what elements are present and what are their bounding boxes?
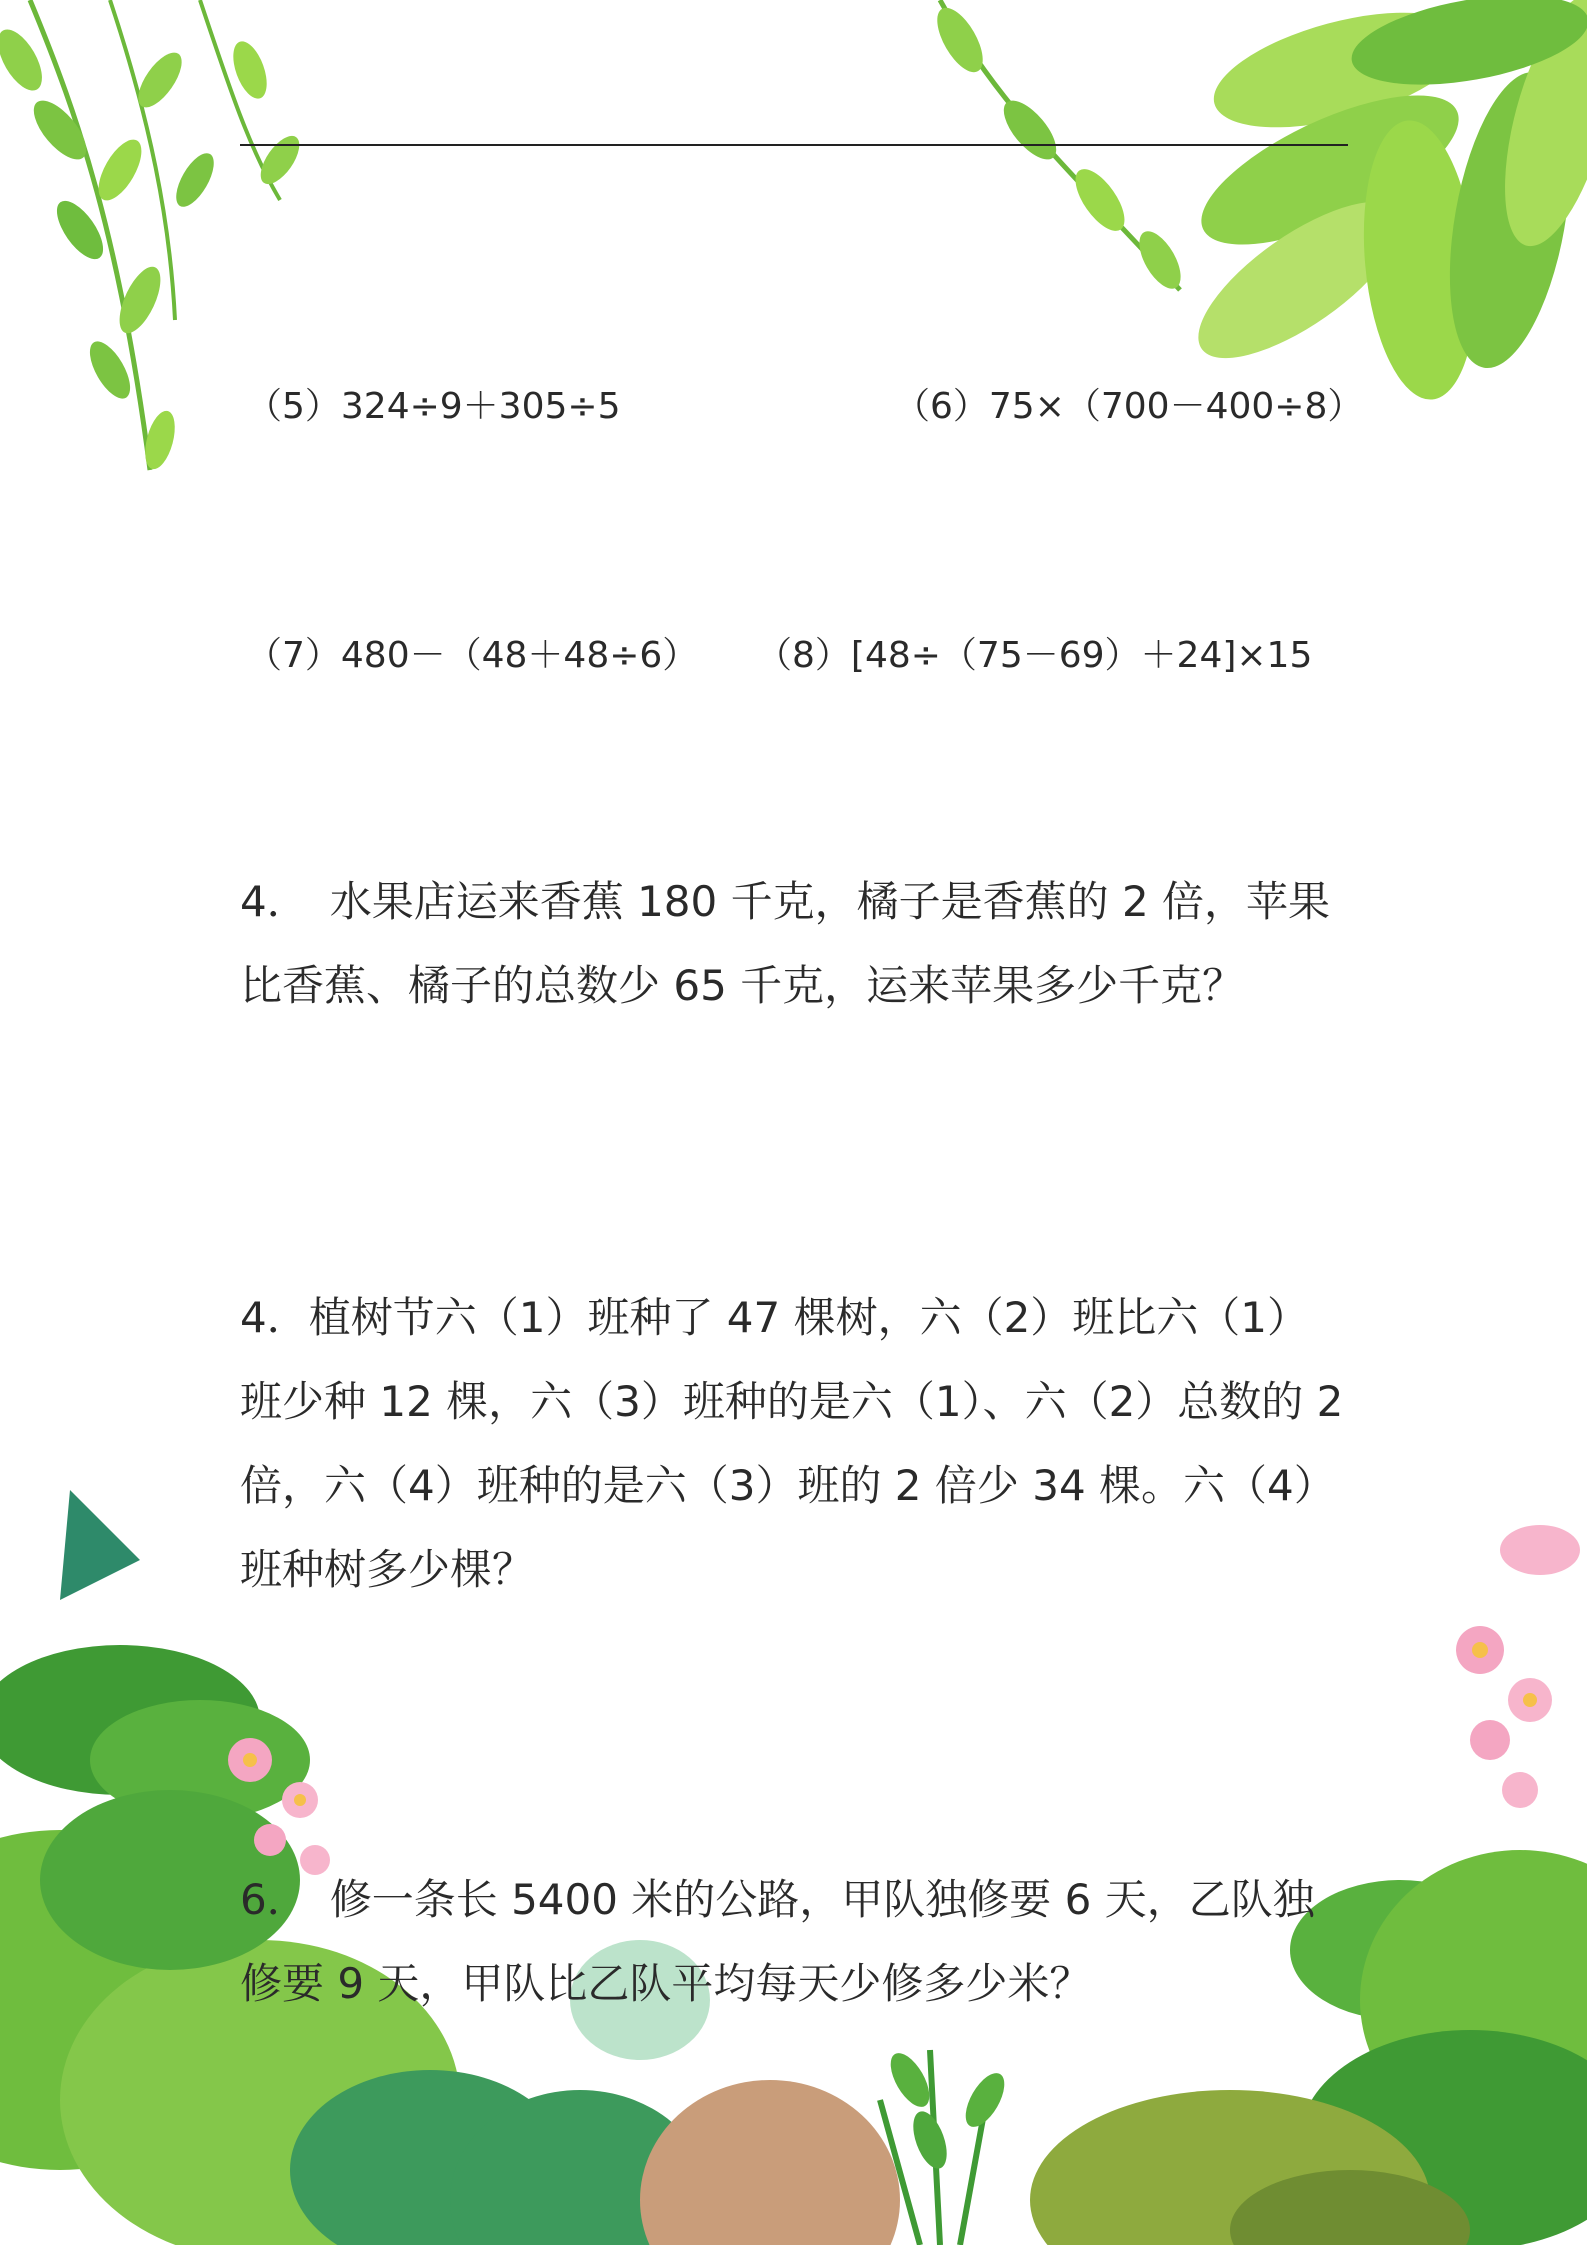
expression-7: （7）480－（48＋48÷6） — [246, 635, 699, 676]
header-rule — [240, 144, 1348, 146]
top-right-leaves-icon — [928, 0, 1587, 404]
word-problem-road-repair: 6． 修一条长 5400 米的公路，甲队独修要 6 天，乙队独修要 9 天，甲队比乙队平均每天少修多少米？ — [240, 1875, 1315, 2008]
word-problem-tree-planting: 4．植树节六（1）班种了 47 棵树，六（2）班比六（1）班少种 12 棵，六（3）班种的是六（1）、六（2）总数的 2 倍，六（4）班种的是六（3）班的 2 倍少 34 棵。六（4）班种树多少棵？ — [240, 1293, 1344, 1594]
expression-6: （6）75×（700－400÷8） — [894, 386, 1364, 427]
word-problem-fruit-shop: 4． 水果店运来香蕉 180 千克，橘子是香蕉的 2 倍，苹果比香蕉、橘子的总数少 65 千克，运来苹果多少千克？ — [240, 877, 1331, 1010]
expression-5: （5）324÷9＋305÷5 — [246, 386, 621, 427]
expression-8: （8）[48÷（75－69）＋24]×15 — [756, 635, 1313, 676]
